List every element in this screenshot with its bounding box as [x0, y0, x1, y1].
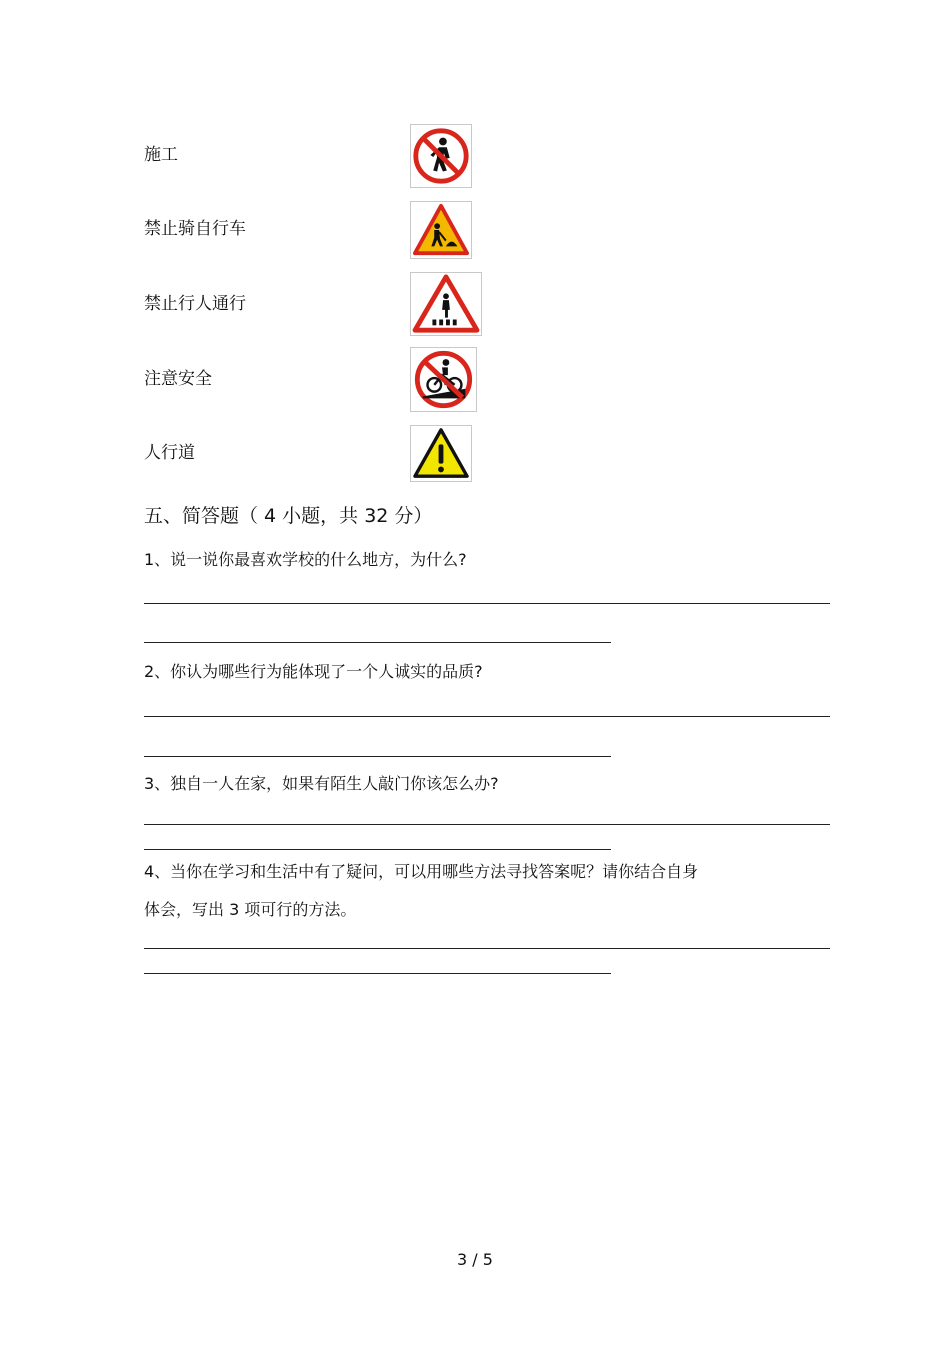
- answer-line: [144, 824, 830, 825]
- match-label-3: 禁止行人通行: [144, 294, 246, 314]
- question-2: 2、你认为哪些行为能体现了一个人诚实的品质?: [144, 662, 483, 681]
- answer-line: [144, 603, 830, 604]
- question-4-continuation: 体会，写出 3 项可行的方法。: [144, 900, 357, 919]
- no-bicycles-icon: [410, 347, 477, 412]
- answer-line: [144, 948, 830, 949]
- caution-icon: [410, 425, 472, 482]
- pedestrian-crossing-icon: [410, 272, 482, 336]
- question-4: 4、当你在学习和生活中有了疑问，可以用哪些方法寻找答案呢？请你结合自身: [144, 862, 699, 881]
- answer-line: [144, 716, 830, 717]
- question-3: 3、独自一人在家，如果有陌生人敲门你该怎么办?: [144, 774, 499, 793]
- no-pedestrians-icon: [410, 124, 472, 188]
- page-number: 3 / 5: [457, 1250, 493, 1269]
- answer-line: [144, 642, 611, 643]
- match-label-2: 禁止骑自行车: [144, 219, 246, 239]
- road-works-warning-icon: [410, 201, 472, 259]
- match-label-4: 注意安全: [144, 369, 212, 389]
- match-label-5: 人行道: [144, 443, 195, 463]
- answer-line: [144, 849, 611, 850]
- answer-line: [144, 756, 611, 757]
- section-title: 五、简答题（ 4 小题，共 32 分）: [144, 505, 433, 527]
- question-1: 1、说一说你最喜欢学校的什么地方，为什么?: [144, 550, 467, 569]
- match-label-1: 施工: [144, 145, 178, 165]
- answer-line: [144, 973, 611, 974]
